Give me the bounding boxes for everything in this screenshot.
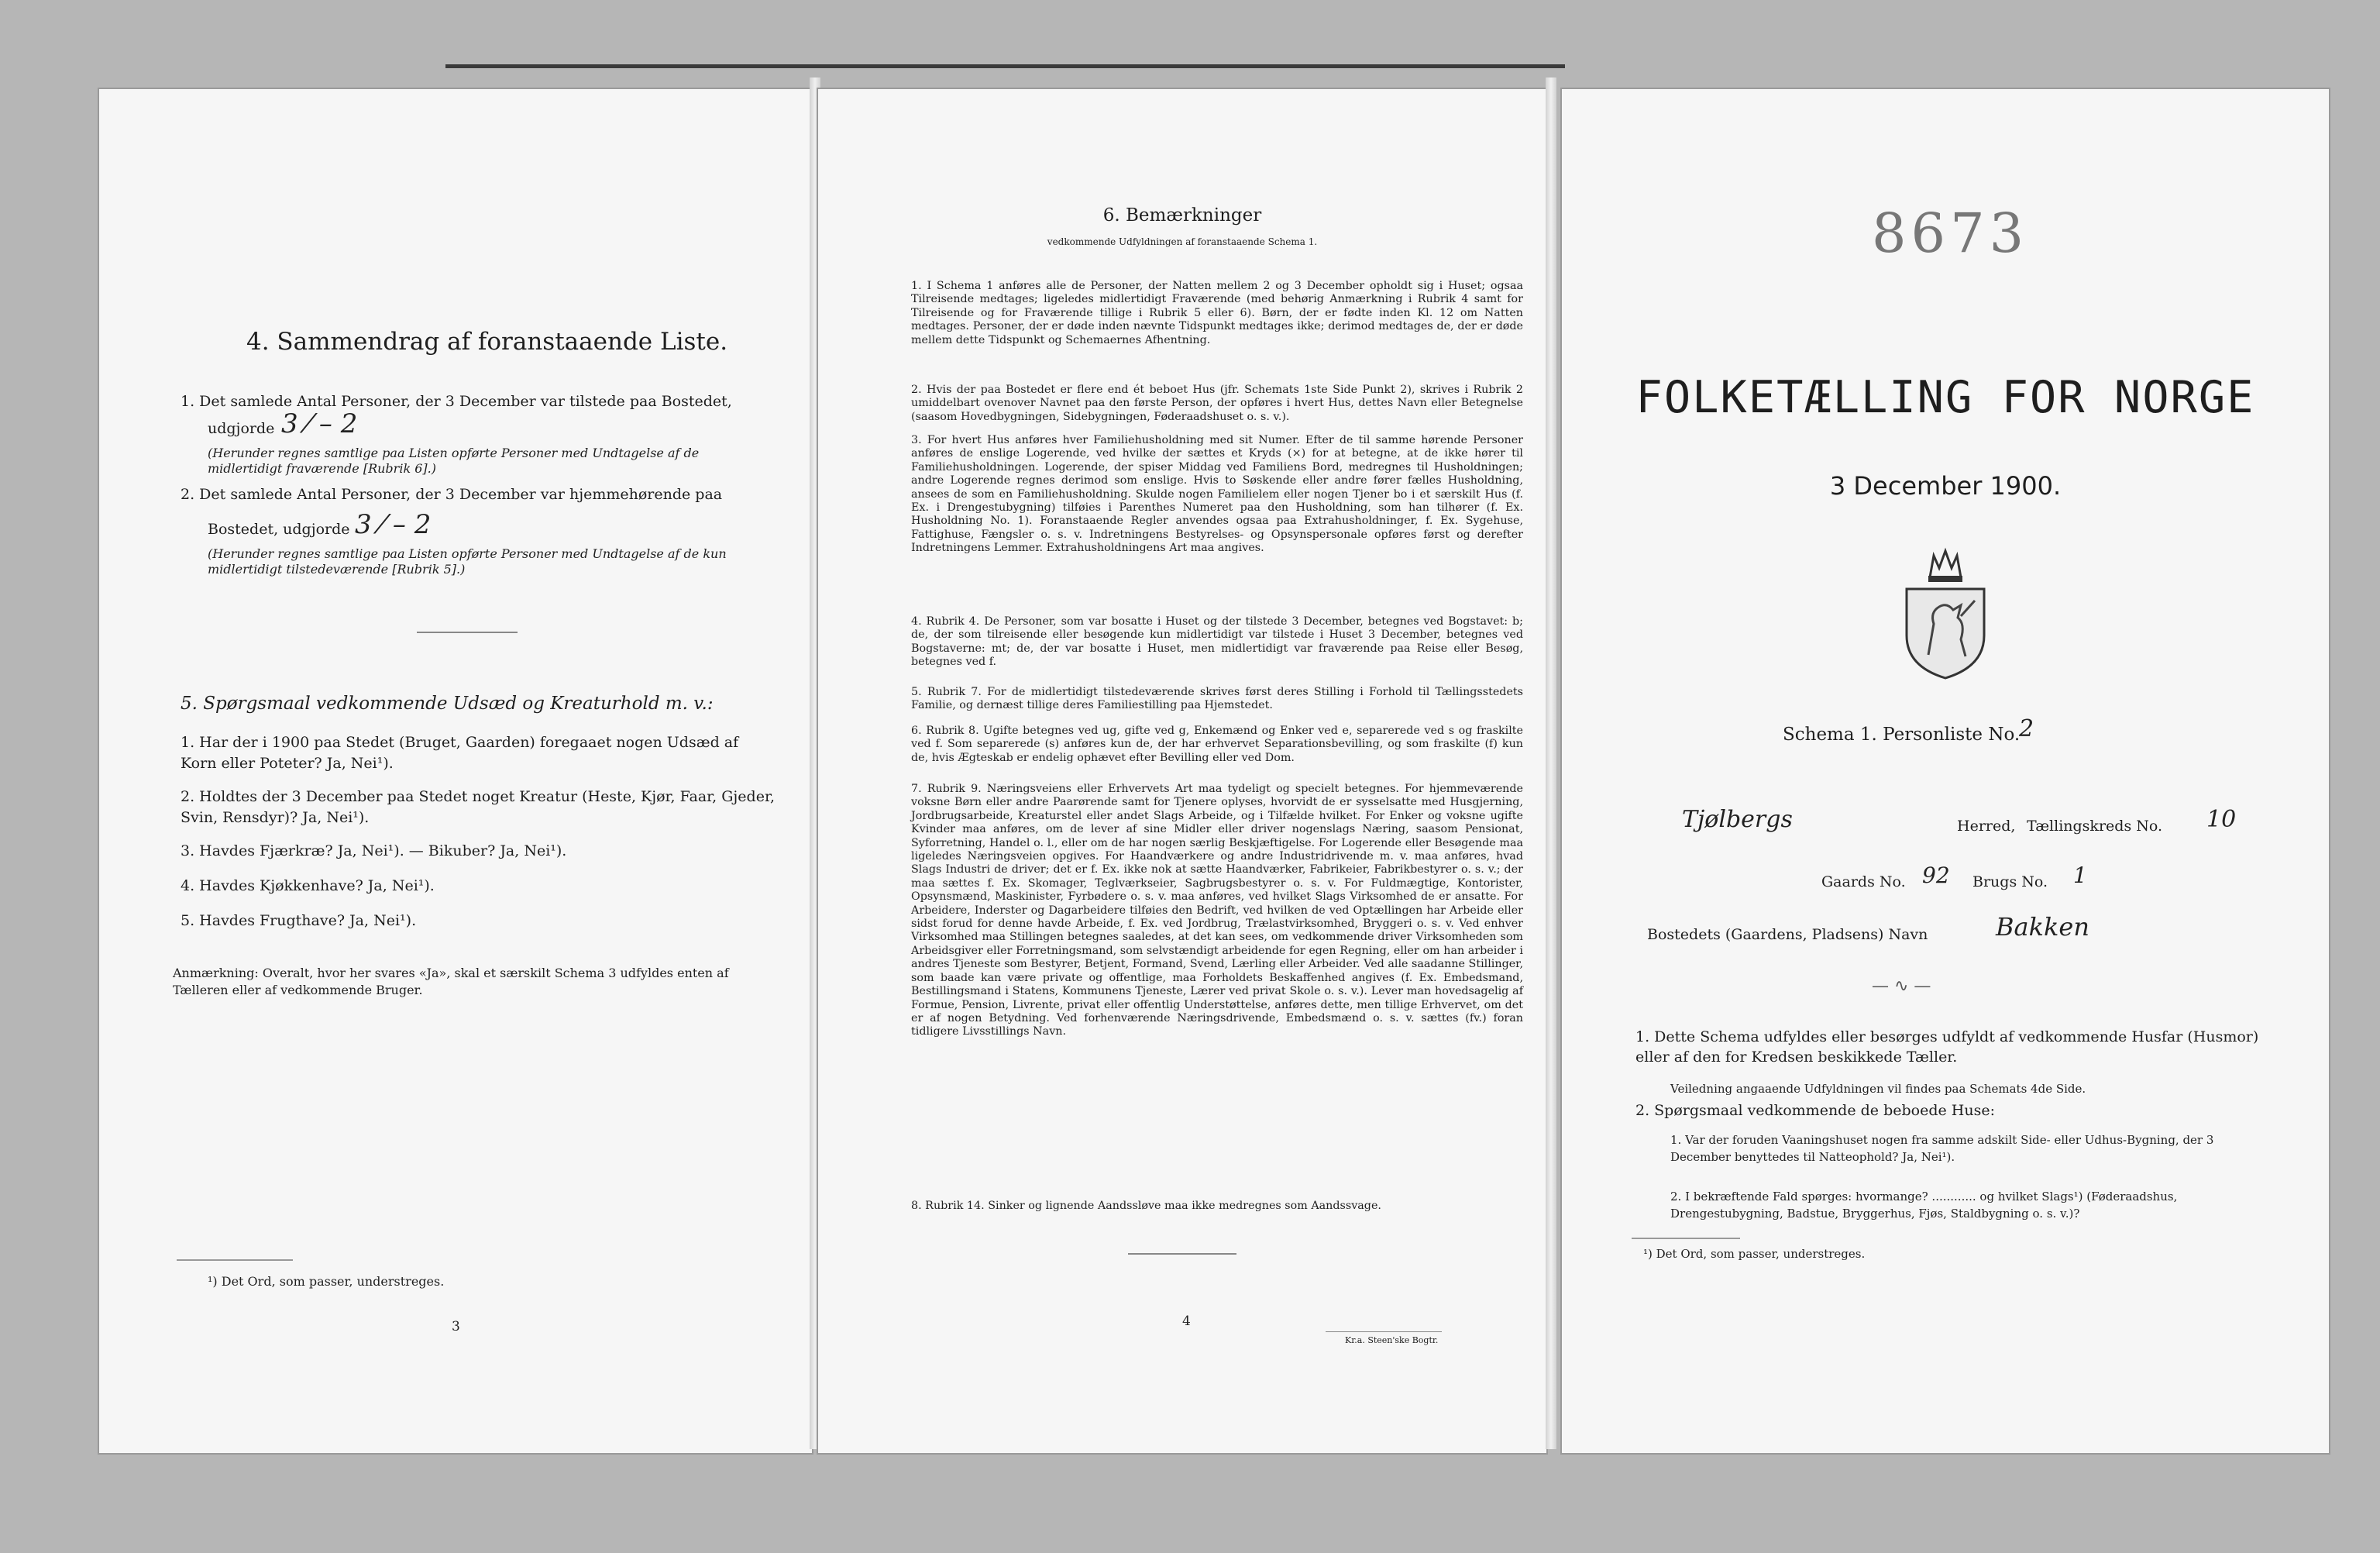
q2-line1: 2. Det samlede Antal Personer, der 3 December var hjemmehørende paa: [181, 486, 723, 503]
coat-of-arms-icon: [1891, 546, 2000, 682]
remarks-subtitle: vedkommende Udfyldningen af foranstaaende Schema 1.: [1047, 236, 1318, 247]
footnote-rule: [1632, 1238, 1740, 1239]
anmaerkning: Anmærkning: Overalt, hvor her svares «Ja», skal et særskilt Schema 3 udfyldes enten af Tælleren eller af vedkommende Bruger.: [173, 966, 729, 997]
remark-5: 5. Rubrik 7. For de midlertidigt tilstedeværende skrives først deres Stilling i Forhold til Tællingsstedets Familie, og dernæst tillige deres Familiestilling paa Hjemstedet.: [911, 686, 1523, 712]
q1-line1: 1. Det samlede Antal Personer, der 3 December var tilstede paa Bostedet,: [181, 393, 732, 410]
page-number: 3: [452, 1319, 460, 1334]
gaards-label: Gaards No.: [1821, 873, 1906, 890]
s5-question-4: 4. Havdes Kjøkkenhave? Ja, Nei¹).: [181, 877, 435, 894]
kreds-number: 10: [2206, 806, 2237, 833]
section-5-title: 5. Spørgsmaal vedkommende Udsæd og Kreaturhold m. v.:: [181, 694, 714, 714]
remark-3: 3. For hvert Hus anføres hver Familiehusholdning med sit Numer. Efter de til samme hørende Personer anføres de enslige Logerende, ved hvilke der sættes et Kryds (×) for at betegne, at de ikke hører til Familiehusholdningen. Logerende, der spiser Middag ved Familiens Bord, medregnes til Husholdningen; andre Logerende regnes derimod som enslige. Hvis to Søskende eller andre fører fælles Husholdning, ansees de som en Familiehusholdning. Skulde nogen Familielem eller nogen Tjener bo i et særskilt Hus (f. Ex. i Drengestubygning) tilføies i Parenthes Numeret paa den Husholdning, som han tilhører (f. Ex. Husholdning No. 1). Foranstaaende Regler anvendes ogsaa paa Extrahusholdninger, f. Ex. Sygehuse, Fattighuse, Fængsler o. s. v. Indretningens Bestyrelses- og Opsynspersonale opføres først og derefter Indretningens Lemmer. Extrahusholdningens Art maa angives.: [911, 434, 1523, 555]
page-right: [1562, 89, 2329, 1453]
brugs-number: 1: [2073, 863, 2087, 888]
divider: [417, 632, 518, 633]
s5-question-2: 2. Holdtes der 3 December paa Stedet noget Kreatur (Heste, Kjør, Faar, Gjeder, Svin, Rensdyr)? Ja, Nei¹).: [181, 788, 775, 826]
brugs-label: Brugs No.: [1972, 873, 2048, 890]
remarks-title: 6. Bemærkninger: [1102, 205, 1262, 226]
page-number: 4: [1182, 1314, 1191, 1329]
instruction-2: 2. Spørgsmaal vedkommende de beboede Huse:: [1635, 1102, 1995, 1119]
s5-question-3: 3. Havdes Fjærkræ? Ja, Nei¹). — Bikuber? Ja, Nei¹).: [181, 842, 567, 859]
divider: [1128, 1253, 1236, 1255]
printer-rule: [1326, 1331, 1442, 1332]
footnote: ¹) Det Ord, som passer, understreges.: [1643, 1247, 1866, 1261]
census-date: 3 December 1900.: [1829, 471, 2062, 501]
footnote-rule: [177, 1259, 293, 1261]
remark-6: 6. Rubrik 8. Ugifte betegnes ved ug, gifte ved g, Enkemænd og Enker ved e, separerede ved s og fraskilte ved f. Som separerede (s) anføres kun de, der har erhvervet Separationsbevilling, og som fraskilte (f) kun de, hvis Ægteskab er endelig ophævet efter Bevilling eller ved Dom.: [911, 725, 1523, 764]
page-fold: [1546, 77, 1556, 1449]
q2-handwritten: 3 ⁄ – 2: [355, 509, 432, 540]
footnote: ¹) Det Ord, som passer, understreges.: [208, 1274, 445, 1289]
q1-note: (Herunder regnes samtlige paa Listen opførte Personer med Undtagelse af de midlertidigt fraværende [Rubrik 6].): [208, 446, 700, 476]
printer-credit: Kr.a. Steen'ske Bogtr.: [1345, 1335, 1439, 1345]
kreds-label: Tællingskreds No.: [2027, 818, 2162, 835]
schema-label: Schema 1. Personliste No.: [1783, 725, 2021, 745]
bosted-label: Bostedets (Gaardens, Pladsens) Navn: [1647, 926, 1928, 943]
archive-number: 8673: [1872, 201, 2029, 265]
instruction-1: 1. Dette Schema udfyldes eller besørges udfyldt af vedkommende Husfar (Husmor) eller af den for Kredsen beskikkede Tæller.: [1635, 1028, 2259, 1066]
q2-line2: Bostedet, udgjorde: [208, 521, 350, 538]
s5-question-1: 1. Har der i 1900 paa Stedet (Bruget, Gaarden) foregaaet nogen Udsæd af Korn eller Poteter? Ja, Nei¹).: [181, 734, 739, 772]
gaards-number: 92: [1922, 863, 1950, 888]
herred-handwritten: Tjølbergs: [1682, 806, 1793, 833]
ornament-divider: — ∿ —: [1872, 976, 1931, 996]
q1-handwritten: 3 ⁄ – 2: [281, 408, 358, 439]
remark-1: 1. I Schema 1 anføres alle de Personer, der Natten mellem 2 og 3 December opholdt sig i Huset; ogsaa Tilreisende medtages; ligeledes midlertidigt Fraværende (med behørig Anmærkning i Rubrik 4 samt for Tilreisende og for Fraværende tillige i Rubrik 5 eller 6). Børn, der er fødte inden Kl. 12 om Natten medtages. Personer, der er døde inden nævnte Tidspunkt medtages ikke; derimod medtages de, der er døde mellem dette Tidspunkt og Schemaernes Afhentning.: [911, 280, 1523, 346]
page-left: [99, 89, 812, 1453]
remark-7: 7. Rubrik 9. Næringsveiens eller Erhvervets Art maa tydeligt og specielt betegnes. For hjemmeværende voksne Børn eller andre Paarørende samt for Tjenere oplyses, hvorvidt de er sysselsatte med Husgjerning, Jordbrugsarbeide, Kreaturstel eller andet Slags Arbeide, og i Tilfælde hvilket. For Enker og voksne ugifte Kvinder maa anføres, om de lever af sine Midler eller driver nogenslags Næring, saasom Pensionat, Syforretning, Handel o. l., eller om de har nogen særlig Beskjæftigelse. For Logerende eller Besøgende maa ligeledes Næringsveien opgives. For Haandværkere og andre Industridrivende m. v. maa anføres, hvad Slags Industri de driver; det er f. Ex. ikke nok at sætte Haandværker, Fabrikeier, Fabrikbestyrer o. s. v.; der maa sættes f. Ex. Skomager, Teglværkseier, Sagbrugsbestyrer o. s. v. For Fuldmægtige, Kontorister, Opsynsmænd, Maskinister, Fyrbødere o. s. v. maa anføres, ved hvilket Slags Virksomhed de er ansatte. For Arbeidere, Inderster og Dagarbeidere tilføies den Bedrift, ved hvilken de ved Optællingen har Arbeide eller sidst forud for denne havde Arbeide, f. Ex. ved Jordbrug, Trælastvirksomhed, Bryggeri o. s. v. Ved enhver Virksomhed maa Stillingen betegnes saaledes, at det kan sees, om vedkommende driver Virksomheden som Arbeidsgiver eller Forretningsmand, som selvstændigt arbeidende for egen Regning, eller om han arbeider i andres Tjeneste som Bestyrer, Betjent, Formand, Svend, Lærling eller Arbeider. Ved alle saadanne Stillinger, som baade kan være private og offentlige, maa Forholdets Beskaffenhed angives (f. Ex. Embedsmand, Bestillingsmand i Statens, Kommunens Tjeneste, Lærer ved privat Skole o. s. v.). Lever man hovedsagelig af Formue, Pension, Livrente, privat eller offentlig Understøttelse, anføres dette, men tillige Erhvervet, om det er af nogen Betydning. Ved forhenværende Næringsdrivende, Embedsmænd o. s. v. sættes (fv.) foran tidligere Livsstillings Navn.: [911, 783, 1523, 1038]
s5-question-5: 5. Havdes Frugthave? Ja, Nei¹).: [181, 912, 417, 929]
top-edge-line: [445, 64, 1565, 68]
section-4-title: 4. Sammendrag af foranstaaende Liste.: [246, 328, 728, 356]
schema-number: 2: [2019, 715, 2034, 742]
q2-note: (Herunder regnes samtlige paa Listen opførte Personer med Undtagelse af de kun midlertidigt tilstedeværende [Rubrik 5].): [208, 546, 727, 577]
remark-4: 4. Rubrik 4. De Personer, som var bosatte i Huset og der tilstede 3 December, betegnes ved Bogstavet: b; de, der som tilreisende eller besøgende kun midlertidigt var tilstede i Huset 3 December, betegnes ved Bogstaverne: mt; de, der var bosatte i Huset, men midlertidigt var fraværende paa Reise eller Besøg, betegnes ved f.: [911, 615, 1523, 669]
house-question-1: 1. Var der foruden Vaaningshuset nogen fra samme adskilt Side- eller Udhus-Bygning, der 3 December benyttedes til Natteophold? Ja, Nei¹).: [1670, 1133, 2214, 1164]
bosted-handwritten: Bakken: [1996, 912, 2089, 942]
q1-line2: udgjorde: [208, 420, 275, 437]
instruction-1-note: Veiledning angaaende Udfyldningen vil findes paa Schemats 4de Side.: [1670, 1082, 2086, 1096]
census-title: FOLKETÆLLING FOR NORGE: [1635, 372, 2255, 423]
remark-2: 2. Hvis der paa Bostedet er flere end ét beboet Hus (jfr. Schemats 1ste Side Punkt 2), skrives i Rubrik 2 umiddelbart ovenover Navnet paa den første Person, der opføres i hvert Hus, dettes Navn eller Betegnelse (saasom Hovedbygningen, Sidebygningen, Føderaadshuset o. s. v.).: [911, 384, 1523, 423]
remark-8: 8. Rubrik 14. Sinker og lignende Aandssløve maa ikke medregnes som Aandssvage.: [911, 1200, 1381, 1212]
page-middle: [818, 89, 1546, 1453]
house-question-2: 2. I bekræftende Fald spørges: hvormange? ............ og hvilket Slags¹) (Føderaadshus, Drengestubygning, Badstue, Bryggerhus, Fjøs, Staldbygning o. s. v.)?: [1670, 1190, 2178, 1221]
herred-label: Herred,: [1957, 818, 2016, 835]
